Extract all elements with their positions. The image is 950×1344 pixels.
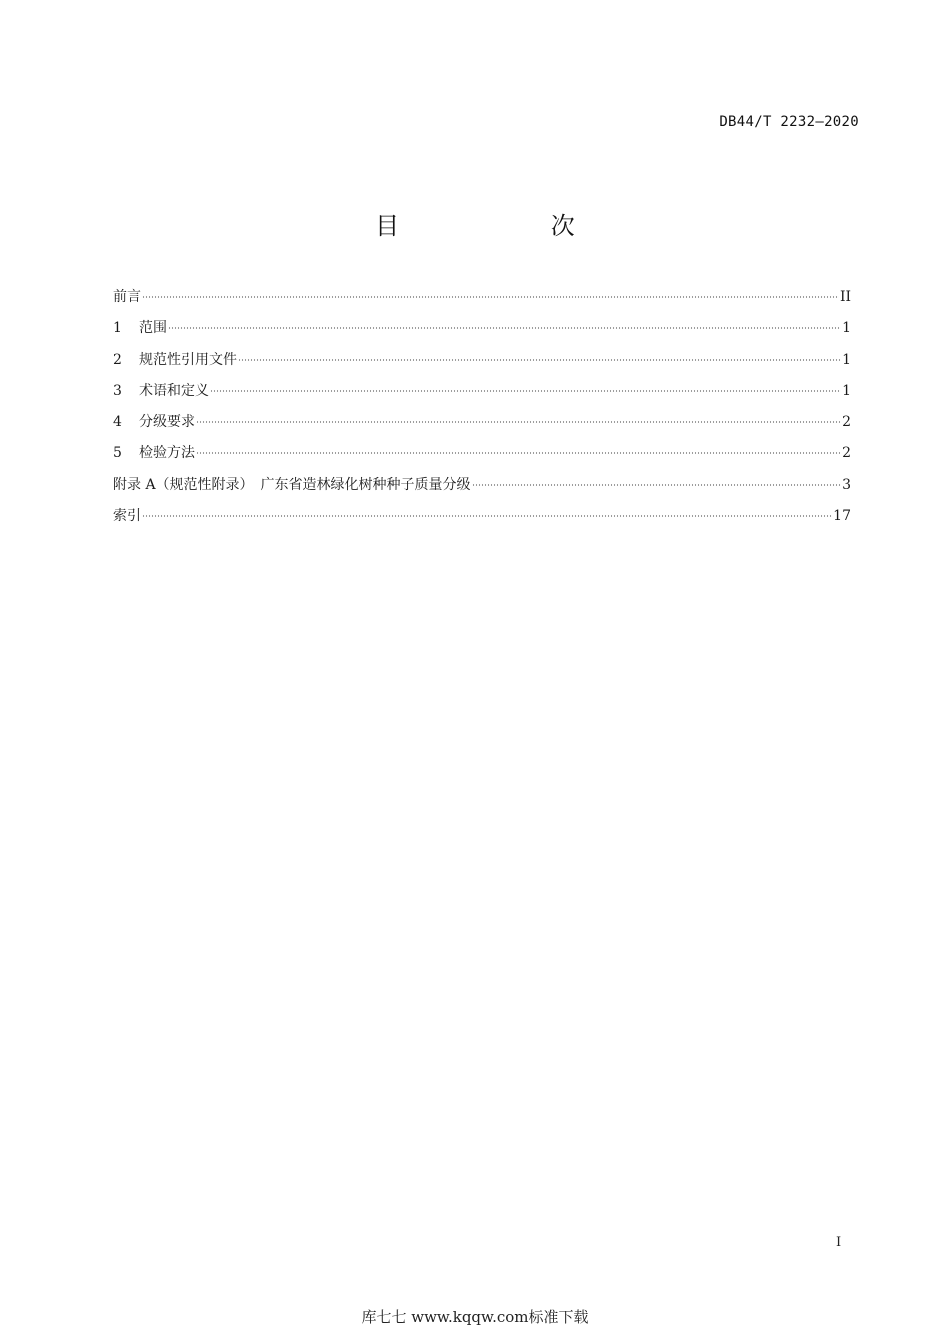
page-number: I [836, 1235, 842, 1250]
toc-entry-page: 3 [842, 476, 851, 493]
toc-entry-label: 范围 [139, 320, 167, 337]
toc-leader-dots [196, 421, 841, 423]
toc-leader-dots [168, 327, 841, 329]
toc-leader-dots [238, 359, 841, 361]
toc-entry-label: 术语和定义 [139, 382, 209, 399]
toc-entry-index[interactable] [113, 505, 851, 536]
toc-entry-page: II [839, 289, 851, 305]
toc-leader-dots [196, 452, 841, 454]
toc-entry-page: 1 [842, 351, 851, 368]
toc-entry-number: 5 [113, 445, 122, 462]
toc-entry-terms-definitions[interactable] [113, 380, 851, 411]
toc-entry-label: 检验方法 [139, 445, 195, 462]
standard-code: DB44/T 2232—2020 [719, 114, 859, 130]
toc-entry-number: 2 [113, 351, 122, 368]
toc-entry-normative-references[interactable] [113, 349, 851, 380]
toc-entry-appendix-a[interactable] [113, 474, 851, 505]
toc-leader-dots [472, 484, 842, 486]
toc-leader-dots [142, 515, 832, 517]
toc-entry-label: 附录 A（规范性附录） 广东省造林绿化树种种子质量分级 [113, 476, 471, 493]
toc-title: 目 次 [375, 212, 647, 240]
table-of-contents [113, 286, 851, 536]
toc-entry-label: 分级要求 [139, 414, 195, 431]
toc-entry-number: 1 [113, 320, 122, 337]
toc-entry-number: 4 [113, 414, 122, 431]
toc-entry-label: 规范性引用文件 [139, 351, 237, 368]
toc-entry-test-methods[interactable] [113, 442, 851, 473]
toc-leader-dots [142, 296, 839, 298]
toc-entry-grading-requirements[interactable] [113, 411, 851, 442]
toc-entry-page: 1 [842, 320, 851, 337]
footer-watermark: 库七七 www.kqqw.com标准下载 [361, 1308, 589, 1326]
toc-entry-label: 索引 [113, 508, 141, 525]
toc-leader-dots [210, 390, 841, 392]
toc-entry-page: 2 [842, 414, 851, 431]
toc-entry-scope[interactable] [113, 317, 851, 348]
toc-entry-page: 17 [833, 508, 851, 525]
toc-entry-label: 前言 [113, 289, 141, 305]
toc-entry-page: 1 [842, 382, 851, 399]
toc-entry-number: 3 [113, 382, 122, 399]
toc-entry-foreword[interactable] [113, 286, 851, 317]
toc-entry-page: 2 [842, 445, 851, 462]
